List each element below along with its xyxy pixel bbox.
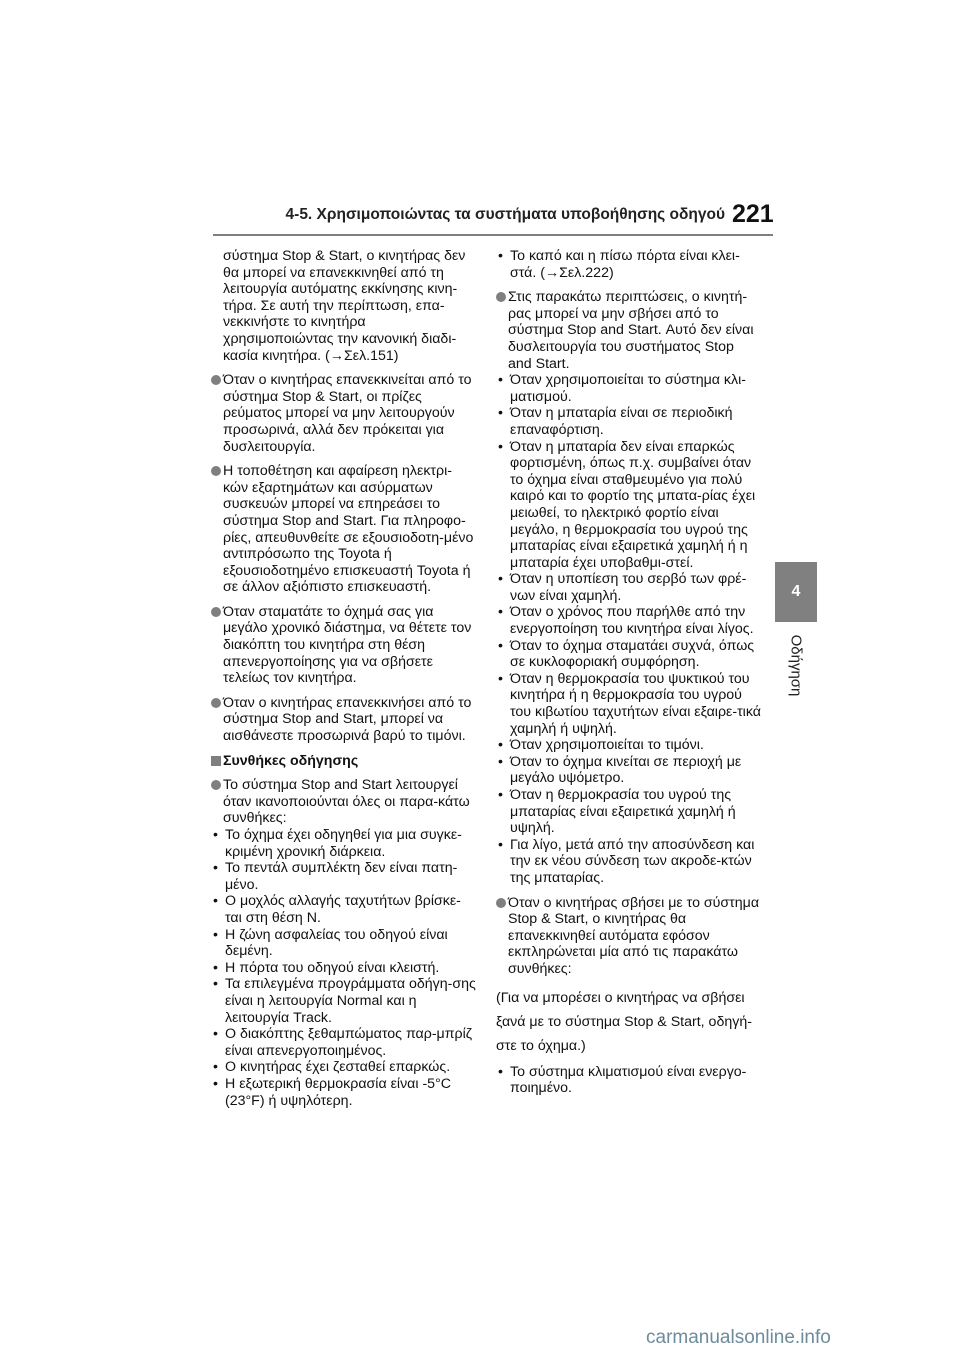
- list-item: [211, 893, 476, 926]
- bullet-dot-icon: •: [213, 976, 218, 993]
- list-item-text: Το όχημα έχει οδηγηθεί για μια συγκε-κριμένη χρονική διάρκεια.: [225, 827, 462, 860]
- list-item-text: Το καπό και η πίσω πόρτα είναι κλει-στά. (→Σελ.222): [510, 248, 740, 281]
- footer-watermark[interactable]: carmanualsonline.info: [646, 1327, 831, 1348]
- list-item: [496, 754, 761, 787]
- list-item: [496, 671, 761, 737]
- list-item-text: Ο μοχλός αλλαγής ταχυτήτων βρίσκε-ται στη θέση N.: [225, 893, 461, 926]
- info-paragraph: [211, 463, 476, 596]
- page-header-title: 4-5. Χρησιμοποιώντας τα συστήματα υποβοήθησης οδηγού: [285, 206, 725, 223]
- list-item: [211, 827, 476, 860]
- header-divider: [213, 234, 773, 236]
- list-item-text: Για λίγο, μετά από την αποσύνδεση και την εκ νέου σύνδεση των ακροδε-κτών της μπαταρίας.: [510, 836, 755, 886]
- bullet-circle-icon: [211, 607, 221, 617]
- info-paragraph: [211, 695, 476, 745]
- list-item: [496, 439, 761, 572]
- bullet-dot-icon: •: [213, 860, 218, 877]
- intro-text: σύστημα Stop & Start, ο κινητήρας δεν θα μπορεί να επανεκκινηθεί από τη λειτουργία αυτόματης εκκίνησης κινη-τήρα. Σε αυτή την περίπτωση, επα-νεκκινήστε το κινητήρα χρησιμοποιώντας την κανονική διαδι-κασία κινητήρα. (→Σελ.151): [223, 248, 466, 364]
- list-item: [496, 837, 761, 887]
- bullet-circle-icon: [211, 698, 221, 708]
- list-item: [496, 737, 761, 754]
- bullet-dot-icon: •: [213, 893, 218, 910]
- list-item-text: Όταν η μπαταρία είναι σε περιοδική επαναφόρτιση.: [510, 405, 733, 438]
- bullet-dot-icon: •: [498, 571, 503, 588]
- bullet-dot-icon: •: [213, 1059, 218, 1076]
- bullet-dot-icon: •: [213, 926, 218, 943]
- right-column: [496, 248, 761, 1105]
- exceptions-list: [496, 372, 761, 886]
- list-item-text: Όταν η θερμοκρασία του υγρού της μπαταρίας είναι εξαιρετικά χαμηλή ή υψηλή.: [510, 787, 736, 837]
- list-item: [496, 248, 761, 281]
- section-heading: [211, 753, 476, 770]
- list-item: [496, 787, 761, 837]
- info-paragraph: [211, 777, 476, 827]
- list-item: [496, 638, 761, 671]
- list-item: [496, 571, 761, 604]
- list-item: [211, 976, 476, 1026]
- list-item: [496, 405, 761, 438]
- paragraph-text: Η τοποθέτηση και αφαίρεση ηλεκτρι-κών εξαρτημάτων και ασύρματων συσκευών μπορεί να επηρεάσει το σύστημα Stop and Start. Για πληροφο-ρίες, απευθυνθείτε σε εξουσιοδοτη-μένο αντιπρόσωπο της Toyota ή εξουσιοδοτημένο επισκευαστή Toyota ή σε άλλον αξιόπιστο επισκευαστή.: [223, 463, 474, 596]
- list-item-text: Η ζώνη ασφαλείας του οδηγού είναι δεμένη.: [225, 926, 448, 960]
- list-item: [211, 860, 476, 893]
- list-item-text: Όταν η υποπίεση του σερβό των φρέ-νων είναι χαμηλή.: [510, 571, 747, 604]
- page-number: 221: [732, 200, 774, 228]
- list-item: [211, 1026, 476, 1059]
- bottom-list: [496, 1064, 761, 1097]
- list-item-text: Το σύστημα κλιματισμού είναι ενεργο-ποιημένο.: [510, 1063, 747, 1097]
- list-item: [211, 960, 476, 977]
- left-column: [211, 248, 476, 1117]
- bullet-dot-icon: •: [498, 1063, 503, 1080]
- bullet-dot-icon: •: [213, 1075, 218, 1092]
- paragraph-text: Το σύστημα Stop and Start λειτουργεί όταν ικανοποιούνται όλες οι παρα-κάτω συνθήκες:: [223, 777, 470, 827]
- list-item-text: Το πεντάλ συμπλέκτη δεν είναι πατη-μένο.: [225, 860, 458, 893]
- list-item-text: Όταν η θερμοκρασία του ψυκτικού του κινητήρα ή η θερμοκρασία του υγρού του κιβωτίου ταχυτήτων είναι εξαιρε-τικά χαμηλή ή υψηλή.: [510, 670, 761, 737]
- bullet-dot-icon: •: [213, 827, 218, 843]
- bullet-dot-icon: •: [213, 1026, 218, 1043]
- bullet-dot-icon: •: [213, 959, 218, 976]
- list-item: [496, 604, 761, 637]
- list-item-text: Όταν χρησιμοποιείται το τιμόνι.: [510, 737, 704, 754]
- bullet-dot-icon: •: [498, 604, 503, 621]
- list-item-text: Όταν χρησιμοποιείται το σύστημα κλι-ματισμού.: [510, 372, 746, 405]
- list-item-text: Η εξωτερική θερμοκρασία είναι -5°C (23°F) ή υψηλότερη.: [225, 1075, 451, 1109]
- chapter-label-text: Οδήγηση: [787, 634, 805, 696]
- chapter-label: [750, 620, 842, 710]
- info-paragraph: [211, 604, 476, 687]
- bullet-circle-icon: [211, 466, 221, 476]
- bullet-circle-icon: [211, 780, 221, 790]
- bullet-circle-icon: [496, 898, 506, 908]
- list-item-text: Όταν η μπαταρία δεν είναι επαρκώς φορτισμένη, όπως π.χ. συμβαίνει όταν το όχημα είναι σταθμευμένο για πολύ καιρό και το φορτίο της μπατα-ρίας έχει μειωθεί, το ηλεκτρικό φορτίο είναι μεγάλο, η θερμοκρασία του υγρού της μπαταρίας είναι εξαιρετικά χαμηλή ή η μπαταρία έχει υποβαθμι-στεί.: [510, 438, 756, 571]
- bullet-dot-icon: •: [498, 438, 503, 455]
- list-item: [211, 927, 476, 960]
- list-item-text: Όταν το όχημα κινείται σε περιοχή με μεγάλο υψόμετρο.: [510, 753, 742, 787]
- bullet-dot-icon: •: [498, 637, 503, 654]
- list-item: [211, 1059, 476, 1076]
- list-item: [496, 372, 761, 405]
- bullet-dot-icon: •: [498, 737, 503, 754]
- list-item-text: Ο διακόπτης ξεθαμπώματος παρ-μπρίζ είναι απενεργοποιημένος.: [225, 1026, 472, 1059]
- info-paragraph: [496, 895, 761, 978]
- info-paragraph: [211, 372, 476, 455]
- bullet-dot-icon: •: [498, 836, 503, 853]
- top-list: [496, 248, 761, 281]
- bullet-circle-icon: [211, 375, 221, 385]
- conditions-list: [211, 827, 476, 1109]
- paragraph-text: Στις παρακάτω περιπτώσεις, ο κινητή-ρας μπορεί να μην σβήσει από το σύστημα Stop and Start. Αυτό δεν είναι δυσλειτουργία του συστήματος Stop and Start.: [508, 289, 754, 372]
- chapter-tab[interactable]: 4: [775, 562, 817, 622]
- paragraph-text: Όταν ο κινητήρας επανεκκινήσει από το σύστημα Stop and Start, μπορεί να αισθάνεστε προσωρινά βαρύ το τιμόνι.: [223, 694, 472, 745]
- paragraph-text: Όταν ο κινητήρας επανεκκινείται από το σύστημα Stop & Start, οι πρίζες ρεύματος μπορεί να μην λειτουργούν προσωρινά, αλλά δεν πρόκειται για δυσλειτουργία.: [223, 372, 472, 455]
- list-item-text: Όταν το όχημα σταματάει συχνά, όπως σε κυκλοφοριακή συμφόρηση.: [510, 637, 755, 671]
- bullet-dot-icon: •: [498, 753, 503, 770]
- bullet-square-icon: [211, 756, 221, 766]
- bullet-dot-icon: •: [498, 405, 503, 422]
- section-heading-text: Συνθήκες οδήγησης: [223, 752, 359, 769]
- bullet-dot-icon: •: [498, 670, 503, 687]
- list-item-text: Ο κινητήρας έχει ζεσταθεί επαρκώς.: [225, 1059, 451, 1076]
- bullet-dot-icon: •: [498, 787, 503, 803]
- paragraph-text: Όταν ο κινητήρας σβήσει με το σύστημα Stop & Start, ο κινητήρας θα επανεκκινηθεί αυτόματα εφόσον εκπληρώνεται μία από τις παρακάτω συνθήκες:: [508, 894, 760, 977]
- note-text: (Για να μπορέσει ο κινητήρας να σβήσει ξανά με το σύστημα Stop & Start, οδηγή-στε το όχημα.): [496, 989, 752, 1054]
- bullet-dot-icon: •: [498, 372, 503, 389]
- bullet-circle-icon: [496, 292, 506, 302]
- paragraph-text: Όταν σταματάτε το όχημά σας για μεγάλο χρονικό διάστημα, να θέτετε τον διακόπτη του κινητήρα στη θέση απενεργοποίησης για να σβήσετε τελείως τον κινητήρα.: [223, 603, 472, 687]
- info-paragraph: [496, 289, 761, 372]
- list-item: [211, 1076, 476, 1109]
- list-item-text: Η πόρτα του οδηγού είναι κλειστή.: [225, 959, 440, 976]
- list-item: [496, 1064, 761, 1097]
- list-item-text: Όταν ο χρόνος που παρήλθε από την ενεργοποίηση του κινητήρα είναι λίγος.: [510, 604, 754, 638]
- bullet-dot-icon: •: [498, 248, 503, 264]
- list-item-text: Τα επιλεγμένα προγράμματα οδήγη-σης είναι η λειτουργία Normal και η λειτουργία Track.: [225, 976, 476, 1026]
